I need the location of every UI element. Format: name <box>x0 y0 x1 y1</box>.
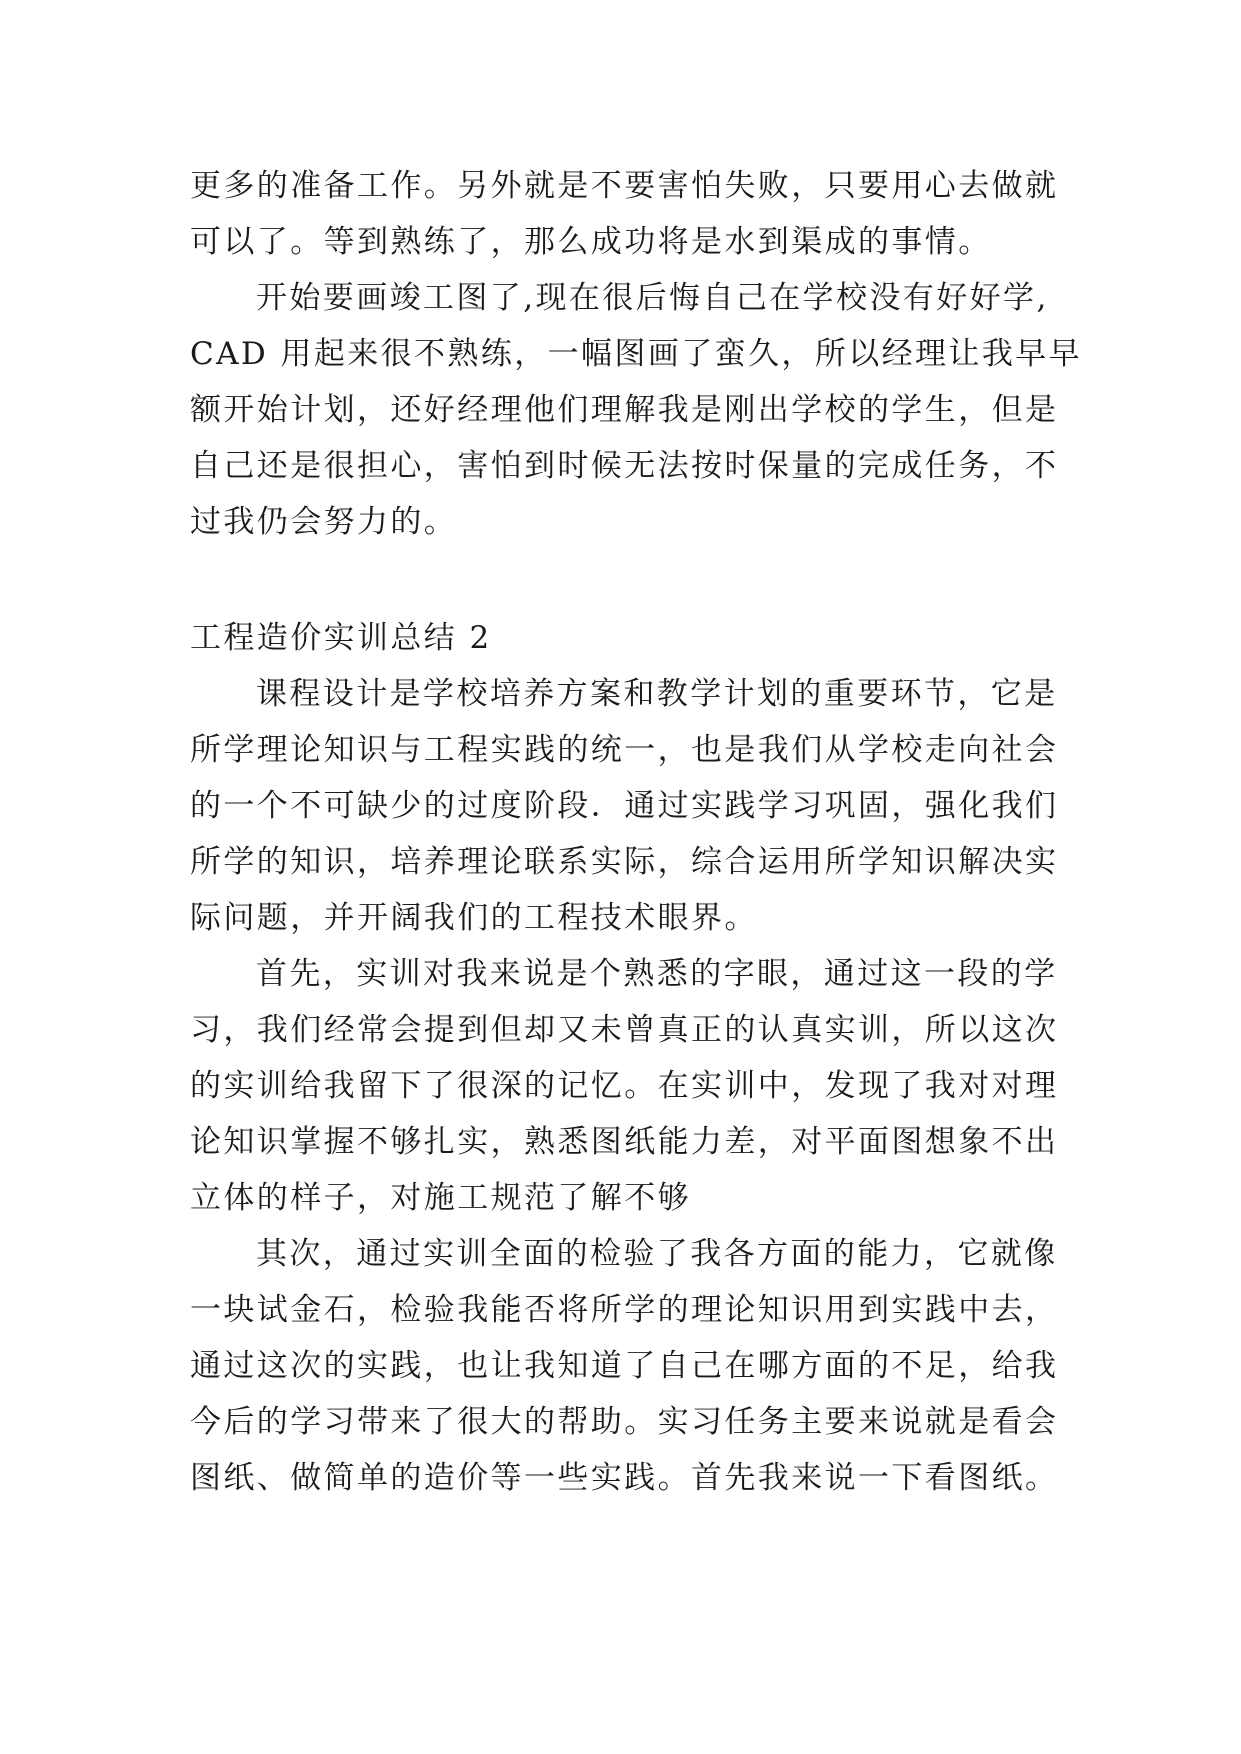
paragraph-start-line: 其次，通过实训全面的检验了我各方面的能力，它就像 <box>256 1236 1058 1272</box>
text-line: 际问题，并开阔我们的工程技术眼界。 <box>190 900 758 936</box>
text-line: 今后的学习带来了很大的帮助。实习任务主要来说就是看会 <box>190 1404 1059 1440</box>
text-line: 习，我们经常会提到但却又未曾真正的认真实训，所以这次 <box>190 1012 1059 1048</box>
text-line: 图纸、做简单的造价等一些实践。首先我来说一下看图纸。 <box>190 1460 1059 1496</box>
text-line: 过我仍会努力的。 <box>190 504 458 540</box>
text-line: 可以了。等到熟练了，那么成功将是水到渠成的事情。 <box>190 224 992 260</box>
text-line: 额开始计划，还好经理他们理解我是刚出学校的学生，但是 <box>190 392 1059 428</box>
text-line: 一块试金石，检验我能否将所学的理论知识用到实践中去， <box>190 1292 1059 1328</box>
text-line: 所学理论知识与工程实践的统一，也是我们从学校走向社会 <box>190 732 1059 768</box>
section-gap <box>190 550 1090 610</box>
text-line: 的一个不可缺少的过度阶段．通过实践学习巩固，强化我们 <box>190 788 1059 824</box>
text-line: 更多的准备工作。另外就是不要害怕失败，只要用心去做就 <box>190 168 1059 204</box>
section-heading: 工程造价实训总结 2 <box>190 620 492 656</box>
text-line: 自己还是很担心，害怕到时候无法按时保量的完成任务，不 <box>190 448 1059 484</box>
paragraph-start-line: 首先，实训对我来说是个熟悉的字眼，通过这一段的学 <box>256 956 1058 992</box>
text-line: 通过这次的实践，也让我知道了自己在哪方面的不足，给我 <box>190 1348 1059 1384</box>
text-line: 的实训给我留下了很深的记忆。在实训中，发现了我对对理 <box>190 1068 1059 1104</box>
text-line: 所学的知识，培养理论联系实际，综合运用所学知识解决实 <box>190 844 1059 880</box>
text-line: CAD 用起来很不熟练，一幅图画了蛮久，所以经理让我早早 <box>190 336 1083 372</box>
document-body <box>190 158 1090 1506</box>
paragraph-start-line: 开始要画竣工图了,现在很后悔自己在学校没有好好学, <box>256 280 1049 316</box>
text-line: 立体的样子，对施工规范了解不够 <box>190 1180 691 1216</box>
text-line: 论知识掌握不够扎实，熟悉图纸能力差，对平面图想象不出 <box>190 1124 1059 1160</box>
paragraph-start-line: 课程设计是学校培养方案和教学计划的重要环节，它是 <box>256 676 1058 712</box>
